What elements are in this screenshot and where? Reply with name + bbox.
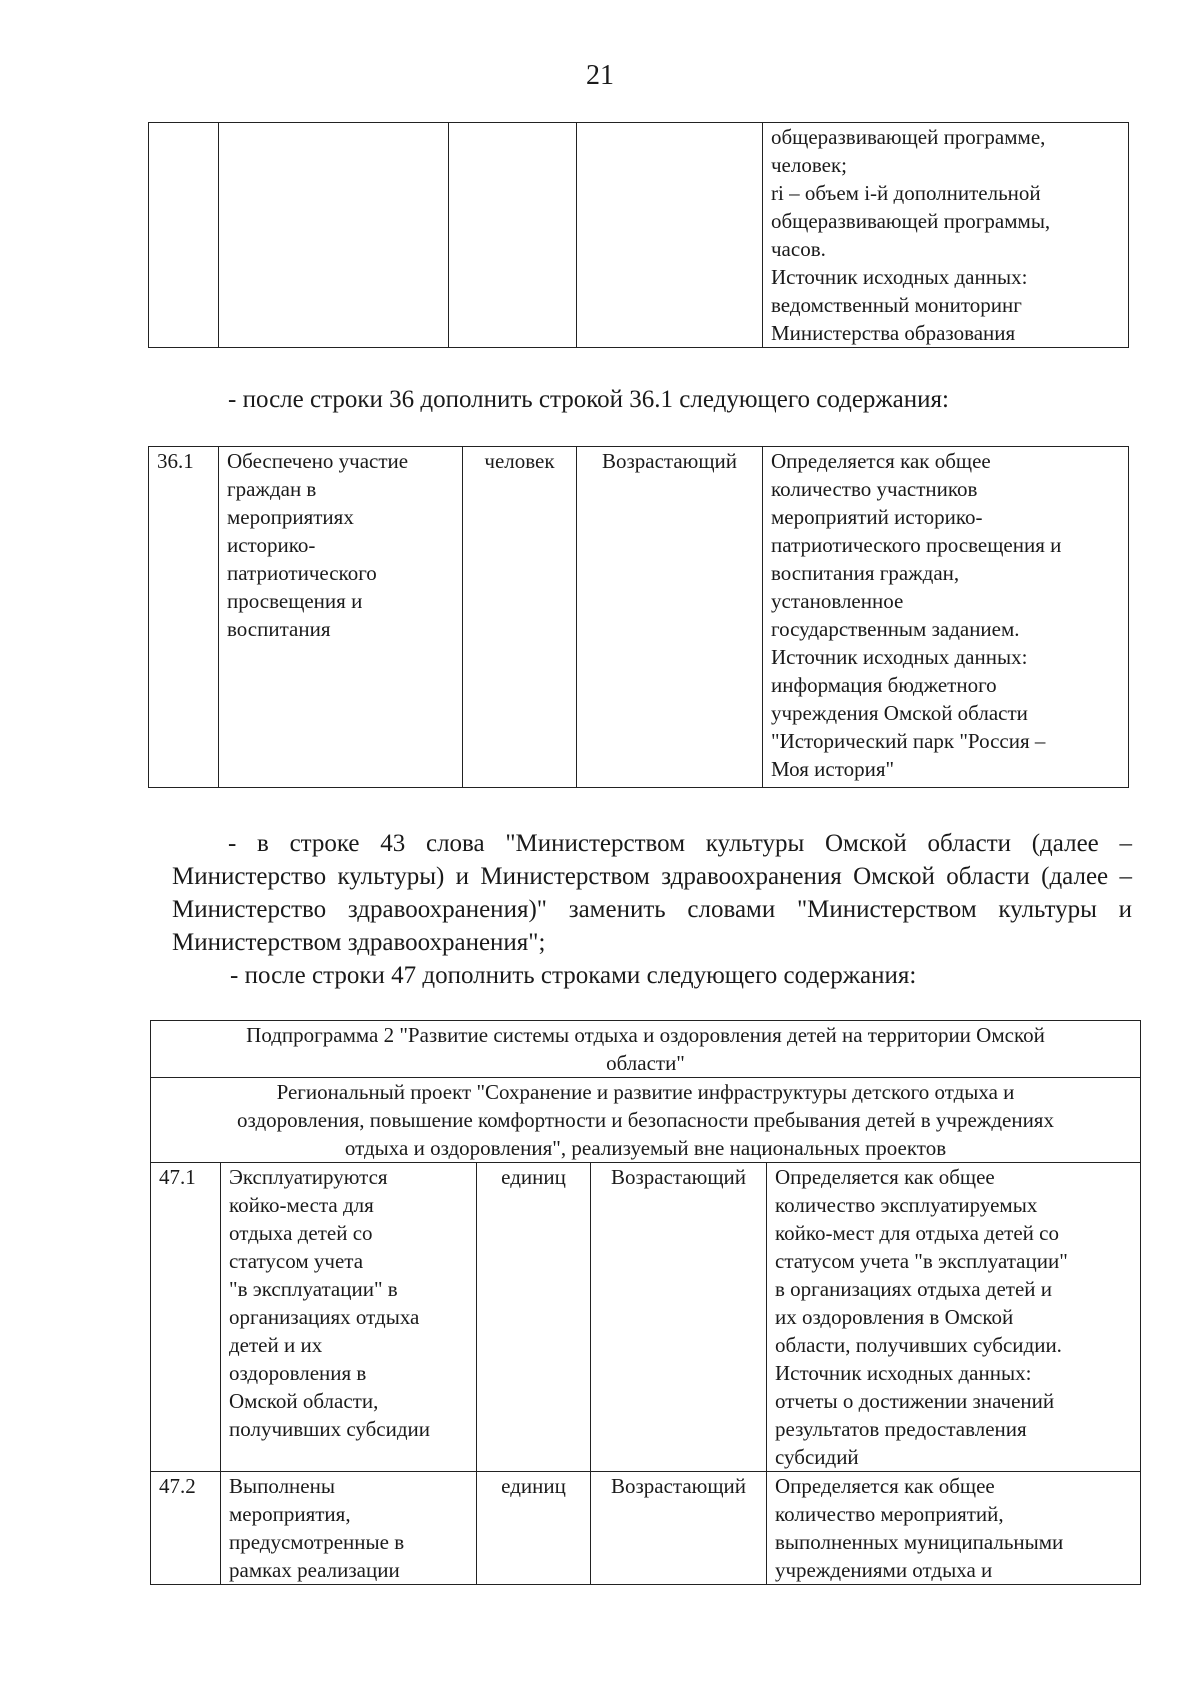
method-cell: Определяется как общее количество эксплуатируемых койко-мест для отдыха детей со статусом учета "в эксплуатации" в организациях отдыха детей и их оздоровления в Омской области, получивших субсидии. Источник исходных данных: отчеты о достижении значений результатов предоставления субсидий bbox=[767, 1163, 1141, 1472]
method-cell: Определяется как общее количество участников мероприятий историко- патриотического просвещения и воспитания граждан, установленное государственным заданием. Источник исходных данных: информация бюджетного учреждения Омской области "Исторический парк "Россия – Моя история" bbox=[763, 447, 1129, 788]
indicator-name: Выполнены мероприятия, предусмотренные в рамках реализации bbox=[221, 1472, 477, 1585]
subprogram-table bbox=[150, 1020, 1141, 1585]
row-36-1-table bbox=[148, 446, 1129, 788]
cell-unit bbox=[449, 123, 577, 348]
cell-number bbox=[149, 123, 219, 348]
indicator-name: Эксплуатируются койко-места для отдыха детей со статусом учета "в эксплуатации" в организациях отдыха детей и их оздоровления в Омской области, получивших субсидии bbox=[221, 1163, 477, 1472]
table-row bbox=[149, 123, 1129, 348]
cell-trend bbox=[577, 123, 763, 348]
instruction-paragraph: - после строки 36 дополнить строкой 36.1 следующего содержания: bbox=[228, 386, 949, 413]
table-row bbox=[151, 1472, 1141, 1585]
project-header: Региональный проект "Сохранение и развитие инфраструктуры детского отдыха и оздоровления, повышение комфортности и безопасности пребывания детей в учреждениях отдыха и оздоровления", реализуемый вне национальных проектов bbox=[151, 1078, 1141, 1163]
page-number: 21 bbox=[586, 60, 614, 91]
row-number: 36.1 bbox=[149, 447, 219, 788]
trend-cell: Возрастающий bbox=[591, 1163, 767, 1472]
trend-cell: Возрастающий bbox=[591, 1472, 767, 1585]
instruction-paragraph: - после строки 47 дополнить строками следующего содержания: bbox=[230, 962, 917, 989]
subprogram-header: Подпрограмма 2 "Развитие системы отдыха и оздоровления детей на территории Омской области" bbox=[151, 1021, 1141, 1078]
unit-cell: единиц bbox=[477, 1163, 591, 1472]
unit-cell: человек bbox=[463, 447, 577, 788]
instruction-paragraph: - в строке 43 слова "Министерством культуры Омской области (далее – Министерство культуры) и Министерством здравоохранения Омской области (далее – Министерство здравоохранения)" заменить словами "Министерством культуры и Министерством здравоохранения"; bbox=[172, 830, 1132, 956]
row-number: 47.1 bbox=[151, 1163, 221, 1472]
method-cell: Определяется как общее количество мероприятий, выполненных муниципальными учреждениями отдыха и bbox=[767, 1472, 1141, 1585]
table-row bbox=[151, 1021, 1141, 1078]
indicator-name: Обеспечено участие граждан в мероприятиях историко- патриотического просвещения и воспитания bbox=[219, 447, 463, 788]
cell-name bbox=[219, 123, 449, 348]
trend-cell: Возрастающий bbox=[577, 447, 763, 788]
unit-cell: единиц bbox=[477, 1472, 591, 1585]
table-row bbox=[151, 1163, 1141, 1472]
continuation-table bbox=[148, 122, 1129, 348]
row-number: 47.2 bbox=[151, 1472, 221, 1585]
table-row bbox=[151, 1078, 1141, 1163]
table-row bbox=[149, 447, 1129, 788]
cell-method: общеразвивающей программе, человек; ri – объем i-й дополнительной общеразвивающей программы, часов. Источник исходных данных: ведомственный мониторинг Министерства образования bbox=[763, 123, 1129, 348]
